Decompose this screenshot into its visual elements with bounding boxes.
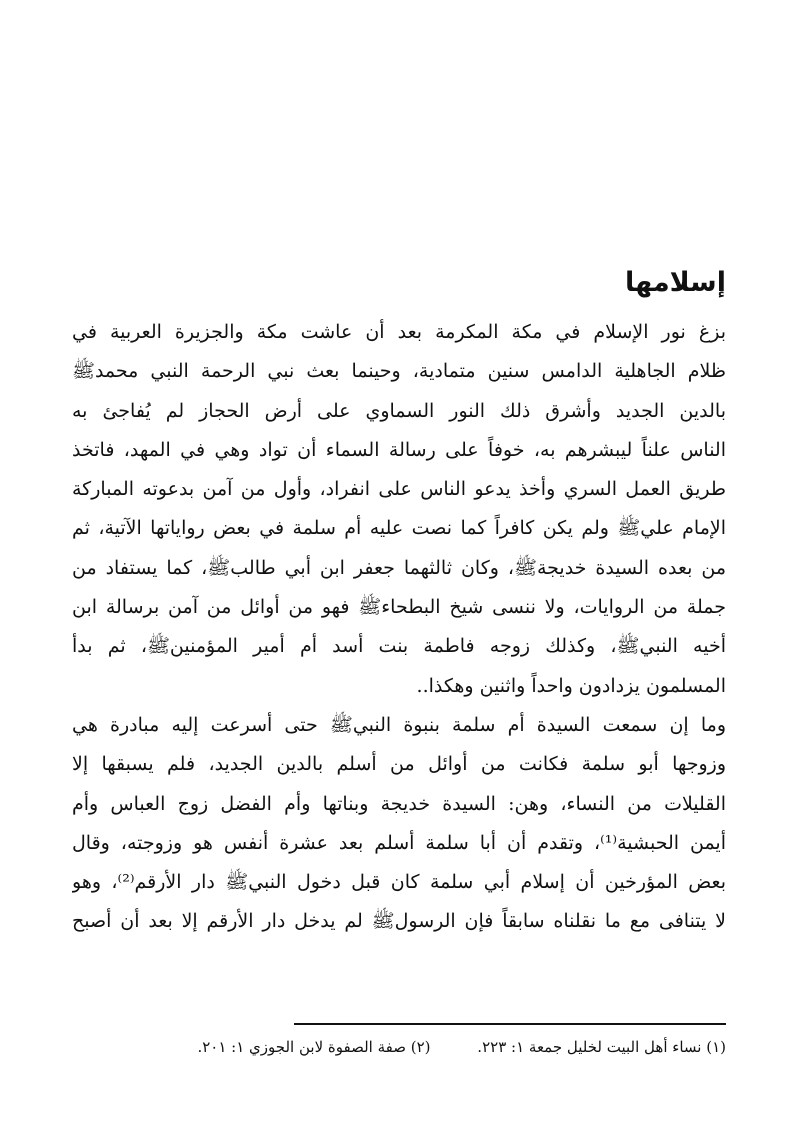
text-line: طريق العمل السري وأخذ يدعو الناس على انفراد، وأول من آمن بدعوته المباركة [72,478,726,501]
text-line: جملة من الروايات، ولا ننسى شيخ البطحاءﷺ فهو من أوائل من آمن برسالة ابن [72,596,726,619]
text-line: وما إن سمعت السيدة أم سلمة بنبوة النبيﷺ حتى أسرعت إليه مبادرة هي [72,713,726,736]
text-line: أخيه النبيﷺ، وكذلك زوجه فاطمة بنت أسد أم أمير المؤمنينﷺ، ثم بدأ [72,635,726,658]
section-title: إسلامها [625,267,726,298]
text-line: الإمام عليﷺ ولم يكن كافراً كما نصت عليه أم سلمة في بعض رواياتها الآتية، ثم [72,517,726,540]
text-line: بعض المؤرخين أن إسلام أبي سلمة كان قبل دخول النبيﷺ دار الأرقم⁽²⁾، وهو [72,871,726,894]
text-line: من بعده السيدة خديجةﷺ، وكان ثالثهما جعفر ابن أبي طالبﷺ، كما يستفاد من [72,556,726,579]
text-line: بزغ نور الإسلام في مكة المكرمة بعد أن عاشت مكة والجزيرة العربية في [72,321,726,343]
text-line: ظلام الجاهلية الدامس سنين متمادية، وحينما بعث نبي الرحمة النبي محمدﷺ [72,360,726,383]
text-line: لا يتنافى مع ما نقلناه سابقاً فإن الرسولﷺ لم يدخل دار الأرقم إلا بعد أن أصبح [72,910,726,933]
text-line: أيمن الحبشية⁽¹⁾، وتقدم أن أبا سلمة أسلم بعد عشرة أنفس هو وزوجته، وقال [72,831,726,854]
footnote-2: (٢) صفة الصفوة لابن الجوزي ١: ٢٠١. [197,1038,431,1056]
text-line: القليلات من النساء، وهن: السيدة خديجة وبناتها وأم الفضل زوج العباس وأم [72,792,726,815]
text-line: المسلمون يزدادون واحداً واثنين وهكذا.. [416,674,726,697]
footnote-divider [294,1023,726,1025]
body-text [72,313,726,942]
text-line: بالدين الجديد وأشرق ذلك النور السماوي على أرض الحجاز لم يُفاجئ به [72,399,726,422]
text-line: وزوجها أبو سلمة فكانت من أوائل من أسلم بالدين الجديد، فلم يسبقها إلا [72,753,726,776]
text-line: الناس علناً ليبشرهم به، خوفاً على رسالة السماء أن تواد وهي في المهد، فاتخذ [72,438,726,461]
footnote-1: (١) نساء أهل البيت لخليل جمعة ١: ٢٢٣. [477,1038,726,1056]
footnotes [150,1034,726,1060]
